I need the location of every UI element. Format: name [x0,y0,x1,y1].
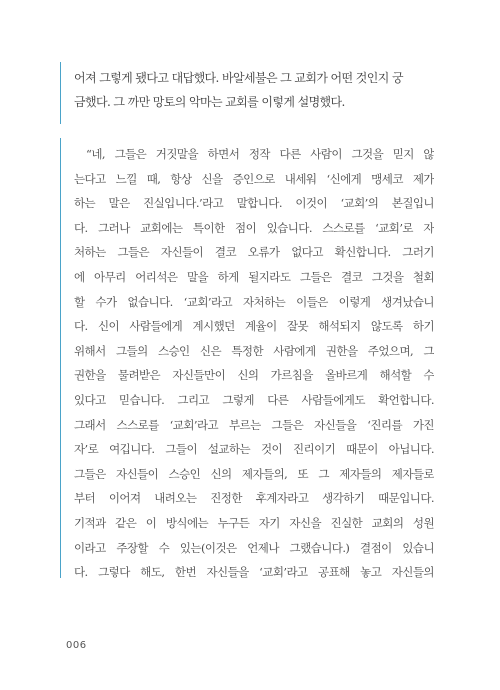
quote-line: 처하는 그들은 자신들이 결코 오류가 없다고 확신합니다. 그러기 [74,245,434,260]
intro-line: 금했다. 그 까만 망토의 악마는 교회를 이렇게 설명했다. [74,95,345,109]
quote-line: 자’로 여깁니다. 그들이 설교하는 것이 진리이기 때문이 아닙니다. [74,442,434,457]
quote-line: 권한을 물려받은 자신들만이 신의 가르침을 올바르게 해석할 수 [74,368,434,383]
quote-line: “네, 그들은 거짓말을 하면서 정작 다른 사람이 그것을 믿지 않 [86,147,434,161]
quote-line: 그들은 자신들이 스승인 신의 제자들의, 또 그 제자들의 제자들로 [74,466,434,481]
quote-line: 부터 이어져 내려오는 진정한 후계자라고 생각하기 때문입니다. [74,491,434,506]
quote-paragraph [74,142,434,585]
quote-line: 기적과 같은 이 방식에는 누구든 자기 자신을 진실한 교회의 성원 [74,515,434,530]
quote-line: 그래서 스스로를 ‘교회’라고 부르는 그들은 자신들을 ‘진리를 가진 [74,417,434,432]
quote-line: 있다고 믿습니다. 그리고 그렇게 다른 사람들에게도 확언합니다. [74,392,434,407]
margin-rule-bottom [60,138,61,578]
quote-line: 위해서 그들의 스승인 신은 특정한 사람에게 권한을 주었으며, 그 [74,343,434,358]
quote-line: 다. 신이 사람들에게 계시했던 계율이 잘못 해석되지 않도록 하기 [74,319,434,334]
quote-line: 이라고 주장할 수 있는(이것은 언제나 그랬습니다.) 결점이 있습니 [74,540,434,555]
quote-line: 다. 그렇다 해도, 한번 자신들을 ‘교회’라고 공표해 놓고 자신들의 [74,565,434,580]
quote-line: 에 아무리 어리석은 말을 하게 될지라도 그들은 결코 그것을 철회 [74,269,434,284]
quote-line: 는다고 느낄 때, 항상 신을 증인으로 내세워 ‘신에게 맹세코 제가 [74,171,434,186]
quote-line: 다. 그러나 교회에는 특이한 점이 있습니다. 스스로를 ‘교회’로 자 [74,220,434,235]
quote-line: 하는 말은 진실입니다.’라고 말합니다. 이것이 ‘교회’의 본질입니 [74,196,434,211]
page-number: 006 [66,640,87,651]
quote-line: 할 수가 없습니다. ‘교회’라고 자처하는 이들은 이렇게 생겨났습니 [74,294,434,309]
intro-paragraph [74,66,434,114]
margin-rule-top [60,62,61,124]
intro-line: 어져 그렇게 됐다고 대답했다. 바알세불은 그 교회가 어떤 것인지 궁 [74,71,403,85]
